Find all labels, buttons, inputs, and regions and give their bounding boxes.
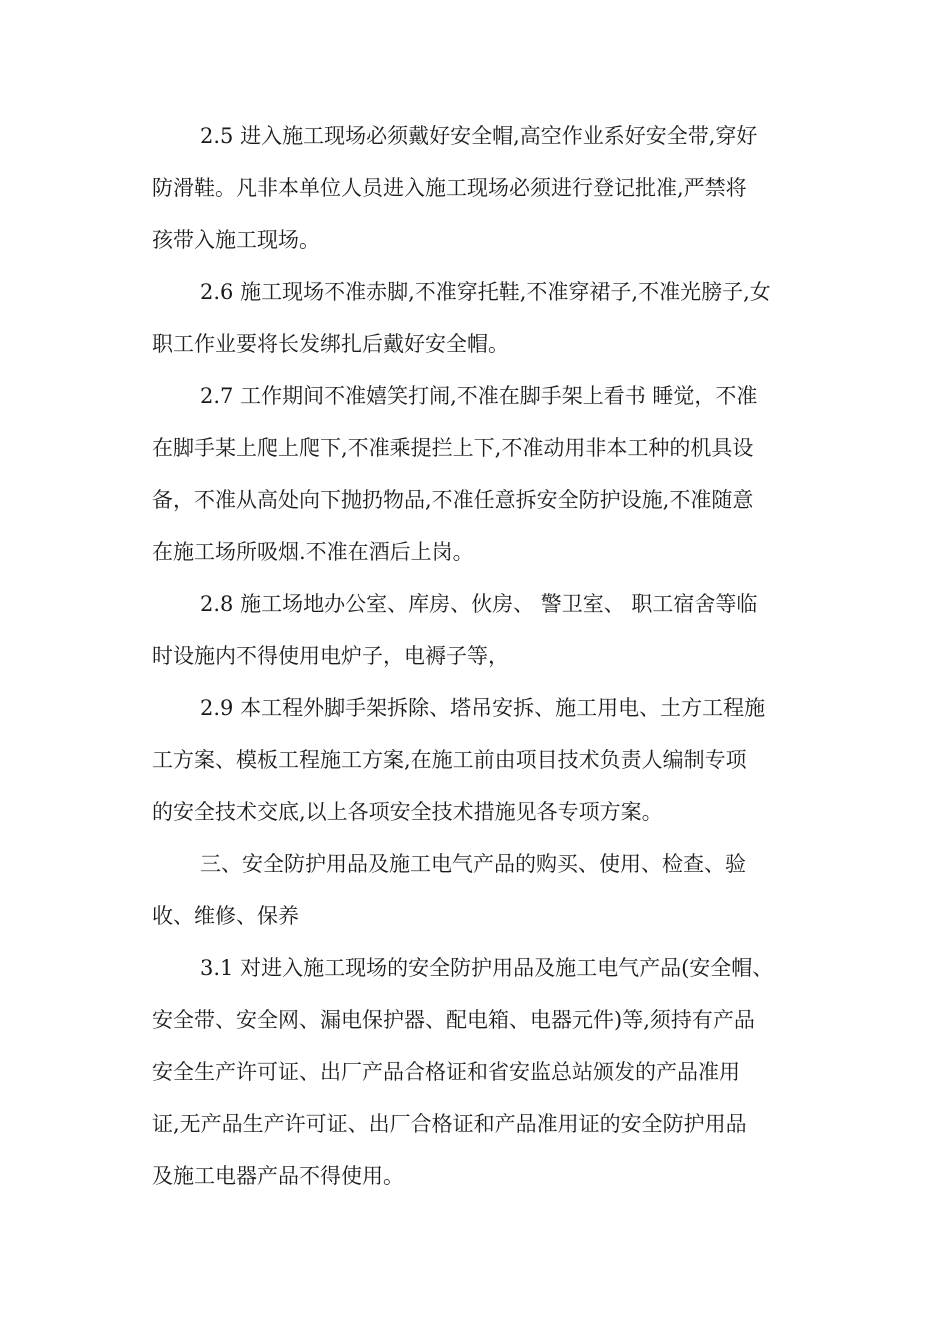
paragraph-line: 工方案、模板工程施工方案,在施工前由项目技术负责人编制专项	[152, 748, 747, 772]
paragraph-2-5	[152, 110, 797, 266]
paragraph-line: 的安全技术交底,以上各项安全技术措施见各专项方案。	[152, 800, 663, 824]
paragraph-line: 在脚手某上爬上爬下,不准乘提拦上下,不准动用非本工种的机具设	[152, 436, 754, 460]
paragraph-2-8	[152, 578, 797, 682]
paragraph-2-7	[152, 370, 797, 578]
paragraph-2-6	[152, 266, 797, 370]
paragraph-line: 孩带入施工现场。	[152, 228, 320, 252]
paragraph-3-1	[152, 942, 797, 1202]
paragraph-line: 收、维修、保养	[152, 904, 299, 928]
paragraph-line: 在施工场所吸烟.不准在酒后上岗。	[152, 540, 474, 564]
section-heading-3	[152, 838, 797, 942]
paragraph-line: 2.6 施工现场不准赤脚,不准穿托鞋,不准穿裙子,不准光膀子,女	[200, 280, 771, 304]
paragraph-line: 证,无产品生产许可证、出厂合格证和产品准用证的安全防护用品	[152, 1112, 747, 1136]
paragraph-line: 时设施内不得使用电炉子，电褥子等，	[152, 644, 509, 668]
document-body	[152, 110, 797, 1202]
paragraph-line: 安全生产许可证、出厂产品合格证和省安监总站颁发的产品准用	[152, 1060, 740, 1084]
paragraph-line: 三、安全防护用品及施工电气产品的购买、使用、检查、验	[200, 852, 746, 876]
paragraph-line: 及施工电器产品不得使用。	[152, 1164, 404, 1188]
paragraph-line: 防滑鞋。凡非本单位人员进入施工现场必须进行登记批准,严禁将	[152, 176, 747, 200]
paragraph-line: 职工作业要将长发绑扎后戴好安全帽。	[152, 332, 509, 356]
paragraph-2-9	[152, 682, 797, 838]
paragraph-line: 备，不准从高处向下抛扔物品,不准任意拆安全防护设施,不准随意	[152, 488, 754, 512]
paragraph-line: 3.1 对进入施工现场的安全防护用品及施工电气产品(安全帽、	[200, 956, 774, 980]
paragraph-line: 2.9 本工程外脚手架拆除、塔吊安拆、施工用电、土方工程施	[200, 696, 766, 720]
paragraph-line: 安全带、安全网、漏电保护器、配电箱、电器元件)等,须持有产品	[152, 1008, 755, 1032]
paragraph-line: 2.8 施工场地办公室、库房、伙房、 警卫室、 职工宿舍等临	[200, 592, 758, 616]
paragraph-line: 2.5 进入施工现场必须戴好安全帽,高空作业系好安全带,穿好	[200, 124, 758, 148]
paragraph-line: 2.7 工作期间不准嬉笑打闹,不准在脚手架上看书 睡觉，不准	[200, 384, 758, 408]
